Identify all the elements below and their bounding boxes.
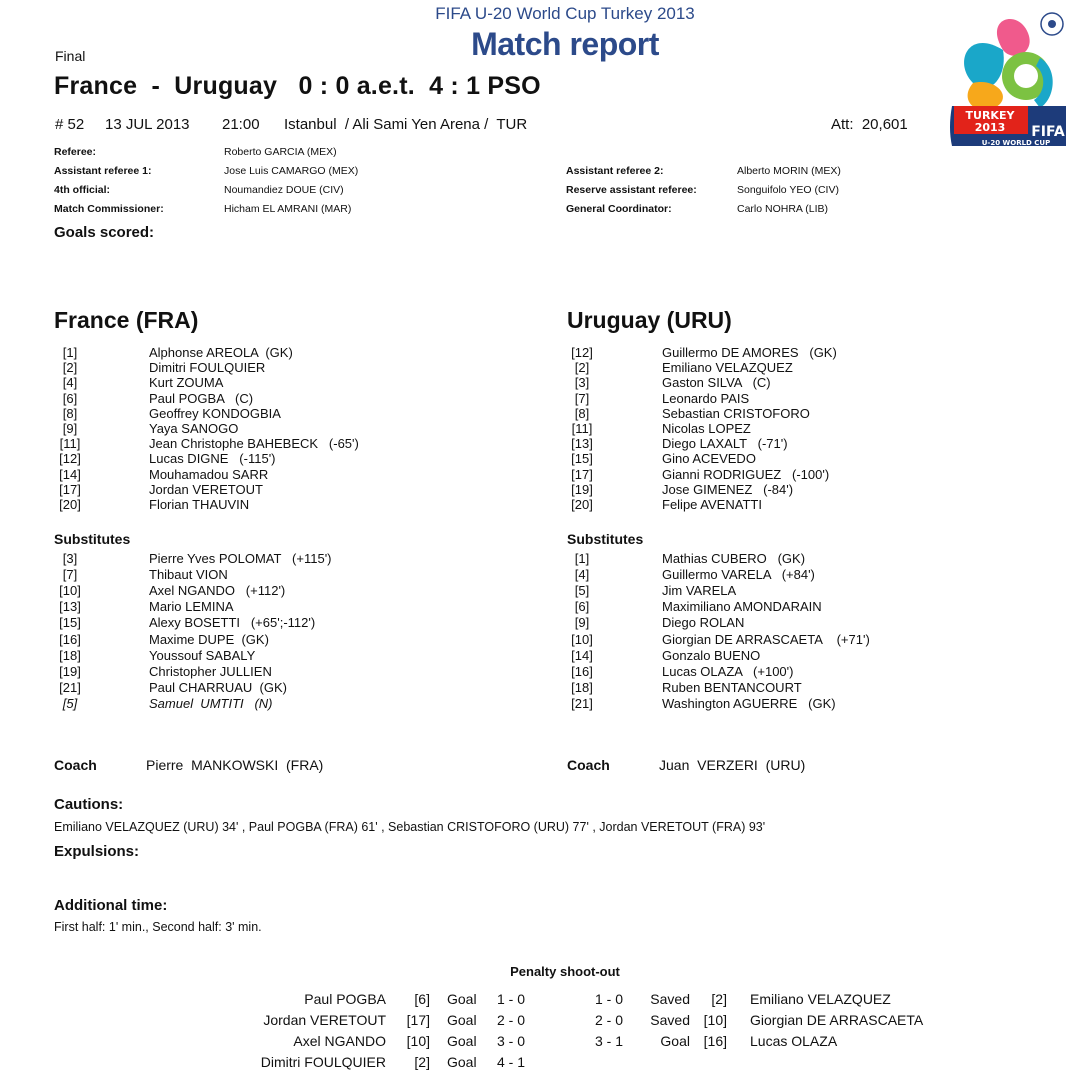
home-player-number: [16] xyxy=(59,631,81,647)
pso-away-player: Giorgian DE ARRASCAETA xyxy=(750,1012,924,1028)
away-player-name: Gino ACEVEDO xyxy=(662,451,756,467)
away-player-name: Mathias CUBERO (GK) xyxy=(662,551,806,566)
away-player-number: [5] xyxy=(574,583,590,599)
away-player-number: [16] xyxy=(571,663,593,679)
away-player-name: Gonzalo BUENO xyxy=(662,647,761,663)
away-player-number: [13] xyxy=(571,436,593,452)
official-name: Jose Luis CAMARGO (MEX) xyxy=(224,165,359,177)
away-player-number: [19] xyxy=(571,481,593,497)
home-player-number: [6] xyxy=(62,390,78,406)
home-player-number: [7] xyxy=(62,567,78,583)
pso-away-score: 2 - 0 xyxy=(595,1012,624,1028)
svg-text:2013: 2013 xyxy=(974,121,1006,134)
home-player-name: Geoffrey KONDOGBIA xyxy=(149,405,281,421)
pso-away-score: 3 - 1 xyxy=(595,1033,624,1049)
away-player-name: Lucas OLAZA (+100') xyxy=(662,663,794,679)
pso-away-number: [16] xyxy=(703,1033,727,1049)
official-label: Reserve assistant referee: xyxy=(566,184,697,196)
match-venue: Istanbul / Ali Sami Yen Arena / TUR xyxy=(284,116,528,133)
report-title: Match report xyxy=(471,26,659,62)
home-player-number: [3] xyxy=(62,551,78,566)
pso-away-player: Lucas OLAZA xyxy=(750,1033,838,1049)
expulsions-heading: Expulsions: xyxy=(54,843,140,860)
home-player-name: Paul CHARRUAU (GK) xyxy=(149,679,287,695)
away-player-name: Gianni RODRIGUEZ (-100') xyxy=(662,466,830,482)
away-player-number: [4] xyxy=(574,567,590,583)
away-player-name: Jose GIMENEZ (-84') xyxy=(662,481,794,497)
home-team-name: France (FRA) xyxy=(54,307,199,333)
svg-text:U-20 WORLD CUP: U-20 WORLD CUP xyxy=(981,139,1051,147)
pso-home-result: Goal xyxy=(447,1054,477,1070)
svg-text:TURKEY: TURKEY xyxy=(965,109,1015,122)
official-name: Hicham EL AMRANI (MAR) xyxy=(224,203,352,215)
pso-away-score: 1 - 0 xyxy=(595,991,624,1007)
home-player-number: [21] xyxy=(59,679,81,695)
home-player-name: Lucas DIGNE (-115') xyxy=(149,451,276,467)
pso-away-result: Saved xyxy=(650,991,690,1007)
tournament-title: FIFA U-20 World Cup Turkey 2013 xyxy=(435,4,695,23)
home-player-name: Thibaut VION xyxy=(149,567,228,583)
home-player-number: [15] xyxy=(59,615,81,631)
tournament-logo xyxy=(948,8,1070,148)
official-name: Songuifolo YEO (CIV) xyxy=(737,184,839,196)
home-player-number: [14] xyxy=(59,466,81,482)
home-player-number: [5] xyxy=(62,695,78,711)
home-player-name: Pierre Yves POLOMAT (+115') xyxy=(149,551,332,566)
additional-time-heading: Additional time: xyxy=(54,897,168,914)
home-player-number: [1] xyxy=(62,345,78,360)
home-player-name: Axel NGANDO (+112') xyxy=(149,583,286,599)
home-player-name: Paul POGBA (C) xyxy=(149,390,254,406)
home-player-name: Jean Christophe BAHEBECK (-65') xyxy=(149,436,359,452)
home-player-name: Samuel UMTITI (N) xyxy=(149,695,273,711)
home-player-number: [2] xyxy=(62,360,78,376)
pso-home-player: Dimitri FOULQUIER xyxy=(260,1054,386,1070)
official-name: Alberto MORIN (MEX) xyxy=(737,165,841,177)
away-player-number: [11] xyxy=(571,421,593,436)
away-player-number: [2] xyxy=(574,360,590,376)
away-player-number: [3] xyxy=(574,375,590,391)
away-player-name: Gaston SILVA (C) xyxy=(662,375,771,391)
away-player-name: Giorgian DE ARRASCAETA (+71') xyxy=(662,631,870,647)
away-player-number: [17] xyxy=(571,466,593,482)
away-player-name: Felipe AVENATTI xyxy=(662,497,762,512)
home-player-name: Maxime DUPE (GK) xyxy=(149,631,269,647)
logo-graphic xyxy=(948,8,1070,148)
home-player-name: Florian THAUVIN xyxy=(149,497,250,512)
match-number: # 52 xyxy=(55,116,85,133)
away-player-number: [20] xyxy=(571,497,593,512)
home-player-name: Dimitri FOULQUIER xyxy=(149,360,266,376)
away-player-name: Nicolas LOPEZ xyxy=(662,421,751,436)
home-player-name: Mario LEMINA xyxy=(149,599,234,615)
away-substitutes-heading: Substitutes xyxy=(567,531,644,547)
score-line: France - Uruguay 0 : 0 a.e.t. 4 : 1 PSO xyxy=(54,72,541,100)
official-label: 4th official: xyxy=(54,184,111,196)
home-player-name: Alexy BOSETTI (+65';-112') xyxy=(149,615,316,631)
pso-away-player: Emiliano VELAZQUEZ xyxy=(750,991,891,1007)
away-player-name: Guillermo VARELA (+84') xyxy=(662,567,815,583)
match-stage: Final xyxy=(55,48,86,64)
home-player-number: [13] xyxy=(59,599,81,615)
away-player-name: Diego ROLAN xyxy=(662,615,745,631)
away-player-number: [18] xyxy=(571,679,593,695)
pso-away-number: [10] xyxy=(703,1012,727,1028)
away-player-number: [21] xyxy=(571,695,593,711)
pso-home-player: Jordan VERETOUT xyxy=(263,1012,386,1028)
home-coach-name: Pierre MANKOWSKI (FRA) xyxy=(146,757,324,773)
home-player-name: Christopher JULLIEN xyxy=(149,663,272,679)
penalty-shootout-heading: Penalty shoot-out xyxy=(510,964,620,979)
official-label: General Coordinator: xyxy=(566,203,672,215)
attendance: Att: 20,601 xyxy=(831,116,908,133)
official-name: Carlo NOHRA (LIB) xyxy=(737,203,829,215)
pso-home-player: Paul POGBA xyxy=(304,991,386,1007)
away-player-name: Maximiliano AMONDARAIN xyxy=(662,599,822,615)
home-player-number: [17] xyxy=(59,481,81,497)
home-player-name: Yaya SANOGO xyxy=(149,421,239,436)
away-player-number: [7] xyxy=(574,390,590,406)
official-label: Assistant referee 2: xyxy=(566,165,664,177)
home-player-name: Kurt ZOUMA xyxy=(149,375,224,391)
official-name: Roberto GARCIA (MEX) xyxy=(224,146,337,158)
home-player-number: [11] xyxy=(59,436,81,452)
official-label: Referee: xyxy=(54,146,97,158)
official-name: Noumandiez DOUE (CIV) xyxy=(224,184,344,196)
away-coach-name: Juan VERZERI (URU) xyxy=(659,757,806,773)
pso-home-result: Goal xyxy=(447,991,477,1007)
home-player-number: [18] xyxy=(59,647,81,663)
away-player-name: Guillermo DE AMORES (GK) xyxy=(662,345,837,360)
home-player-number: [20] xyxy=(59,497,81,512)
goals-scored-heading: Goals scored: xyxy=(54,224,155,241)
pso-away-number: [2] xyxy=(711,991,727,1007)
home-player-number: [8] xyxy=(62,405,78,421)
additional-time-text: First half: 1' min., Second half: 3' min. xyxy=(54,920,262,934)
away-player-number: [9] xyxy=(574,615,590,631)
pso-home-number: [10] xyxy=(406,1033,430,1049)
away-player-name: Leonardo PAIS xyxy=(662,390,750,406)
home-coach-label: Coach xyxy=(54,757,97,773)
away-player-number: [15] xyxy=(571,451,593,467)
pso-away-result: Goal xyxy=(660,1033,690,1049)
away-player-name: Washington AGUERRE (GK) xyxy=(662,695,836,711)
away-player-number: [12] xyxy=(571,345,593,360)
pso-home-number: [2] xyxy=(414,1054,430,1070)
home-player-number: [19] xyxy=(59,663,81,679)
pso-home-player: Axel NGANDO xyxy=(293,1033,386,1049)
away-team-name: Uruguay (URU) xyxy=(567,307,732,333)
away-player-number: [10] xyxy=(571,631,593,647)
away-player-name: Ruben BENTANCOURT xyxy=(662,679,802,695)
home-player-number: [9] xyxy=(62,421,78,436)
away-coach-label: Coach xyxy=(567,757,610,773)
home-player-name: Youssouf SABALY xyxy=(149,647,256,663)
pso-home-number: [17] xyxy=(406,1012,430,1028)
away-player-number: [6] xyxy=(574,599,590,615)
away-player-name: Diego LAXALT (-71') xyxy=(662,436,788,452)
home-player-name: Mouhamadou SARR xyxy=(149,466,269,482)
away-player-name: Jim VARELA xyxy=(662,583,737,599)
pso-home-score: 1 - 0 xyxy=(497,991,526,1007)
match-time: 21:00 xyxy=(222,116,260,133)
home-player-number: [4] xyxy=(62,375,78,391)
match-date: 13 JUL 2013 xyxy=(105,116,190,133)
svg-text:FIFA: FIFA xyxy=(1031,124,1065,140)
official-label: Assistant referee 1: xyxy=(54,165,152,177)
away-player-number: [14] xyxy=(571,647,593,663)
official-label: Match Commissioner: xyxy=(54,203,164,215)
home-player-number: [12] xyxy=(59,451,81,467)
home-substitutes-heading: Substitutes xyxy=(54,531,131,547)
cautions-heading: Cautions: xyxy=(54,796,124,813)
pso-home-result: Goal xyxy=(447,1012,477,1028)
away-player-name: Sebastian CRISTOFORO xyxy=(662,405,810,421)
away-player-number: [8] xyxy=(574,405,590,421)
home-player-name: Alphonse AREOLA (GK) xyxy=(149,345,293,360)
away-player-number: [1] xyxy=(574,551,590,566)
home-player-number: [10] xyxy=(59,583,81,599)
away-player-name: Emiliano VELAZQUEZ xyxy=(662,360,793,376)
pso-away-result: Saved xyxy=(650,1012,690,1028)
pso-home-result: Goal xyxy=(447,1033,477,1049)
pso-home-score: 4 - 1 xyxy=(497,1054,526,1070)
pso-home-score: 2 - 0 xyxy=(497,1012,526,1028)
pso-home-score: 3 - 0 xyxy=(497,1033,526,1049)
cautions-text: Emiliano VELAZQUEZ (URU) 34' , Paul POGBA (FRA) 61' , Sebastian CRISTOFORO (URU) 77' , Jordan VERETOUT (FRA) 93' xyxy=(54,820,766,834)
pso-home-number: [6] xyxy=(414,991,430,1007)
home-player-name: Jordan VERETOUT xyxy=(149,481,263,497)
